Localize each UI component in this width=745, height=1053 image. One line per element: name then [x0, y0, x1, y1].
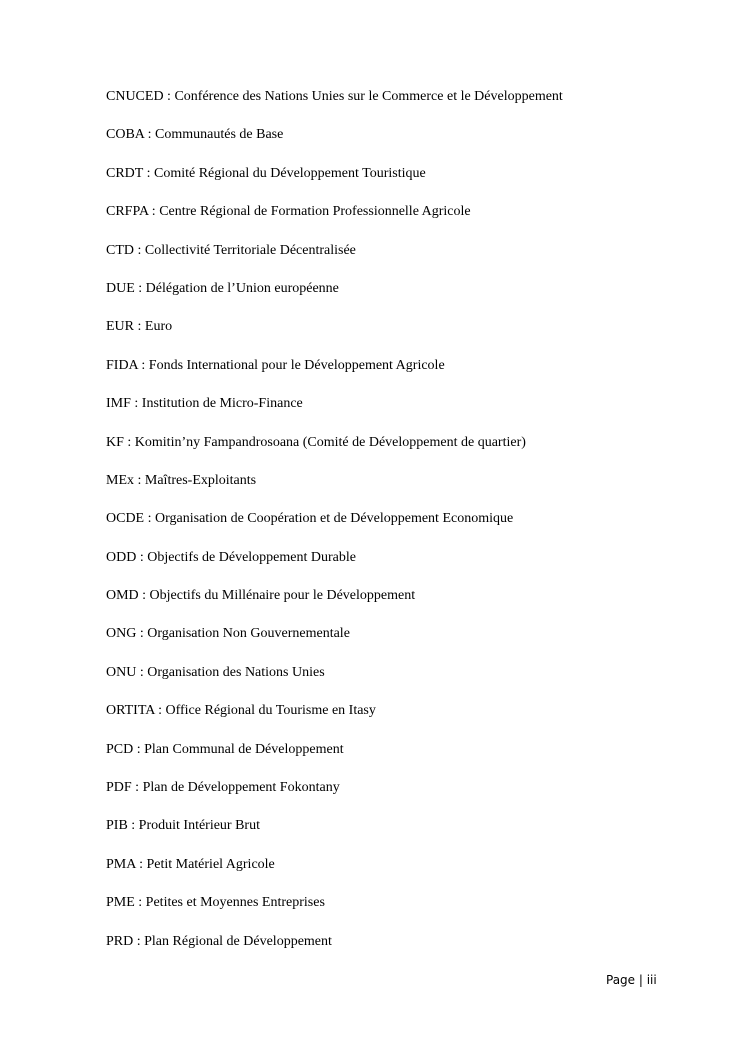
abbreviation-item: CRFPA : Centre Régional de Formation Professionnelle Agricole	[106, 204, 471, 220]
abbreviation-item: PIB : Produit Intérieur Brut	[106, 818, 260, 834]
abbreviation-item: PME : Petites et Moyennes Entreprises	[106, 895, 325, 911]
abbreviation-item: ODD : Objectifs de Développement Durable	[106, 549, 356, 565]
abbreviation-item: FIDA : Fonds International pour le Développement Agricole	[106, 357, 445, 373]
abbreviation-item: PCD : Plan Communal de Développement	[106, 741, 344, 757]
abbreviation-item: EUR : Euro	[106, 319, 173, 335]
abbreviation-item: ONU : Organisation des Nations Unies	[106, 664, 325, 680]
abbreviation-list	[106, 87, 563, 970]
abbreviation-item: PDF : Plan de Développement Fokontany	[106, 780, 340, 796]
abbreviation-item: MEx : Maîtres-Exploitants	[106, 472, 257, 488]
abbreviation-item: PMA : Petit Matériel Agricole	[106, 856, 275, 872]
abbreviation-item: OMD : Objectifs du Millénaire pour le Développement	[106, 588, 416, 604]
abbreviation-item: DUE : Délégation de l’Union européenne	[106, 280, 339, 296]
abbreviation-item: CRDT : Comité Régional du Développement Touristique	[106, 165, 426, 181]
abbreviation-item: IMF : Institution de Micro-Finance	[106, 396, 303, 412]
abbreviation-item: KF : Komitin’ny Fampandrosoana (Comité de Développement de quartier)	[106, 434, 526, 450]
abbreviation-item: CNUCED : Conférence des Nations Unies sur le Commerce et le Développement	[106, 89, 563, 104]
abbreviation-item: PRD : Plan Régional de Développement	[106, 933, 332, 949]
abbreviation-item: COBA : Communautés de Base	[106, 127, 284, 143]
abbreviation-item: CTD : Collectivité Territoriale Décentralisée	[106, 242, 356, 258]
abbreviation-item: ORTITA : Office Régional du Tourisme en Itasy	[106, 703, 376, 719]
page-number-footer: Page | iii	[606, 973, 657, 987]
abbreviation-item: ONG : Organisation Non Gouvernementale	[106, 626, 350, 642]
abbreviation-item: OCDE : Organisation de Coopération et de Développement Economique	[106, 511, 514, 527]
